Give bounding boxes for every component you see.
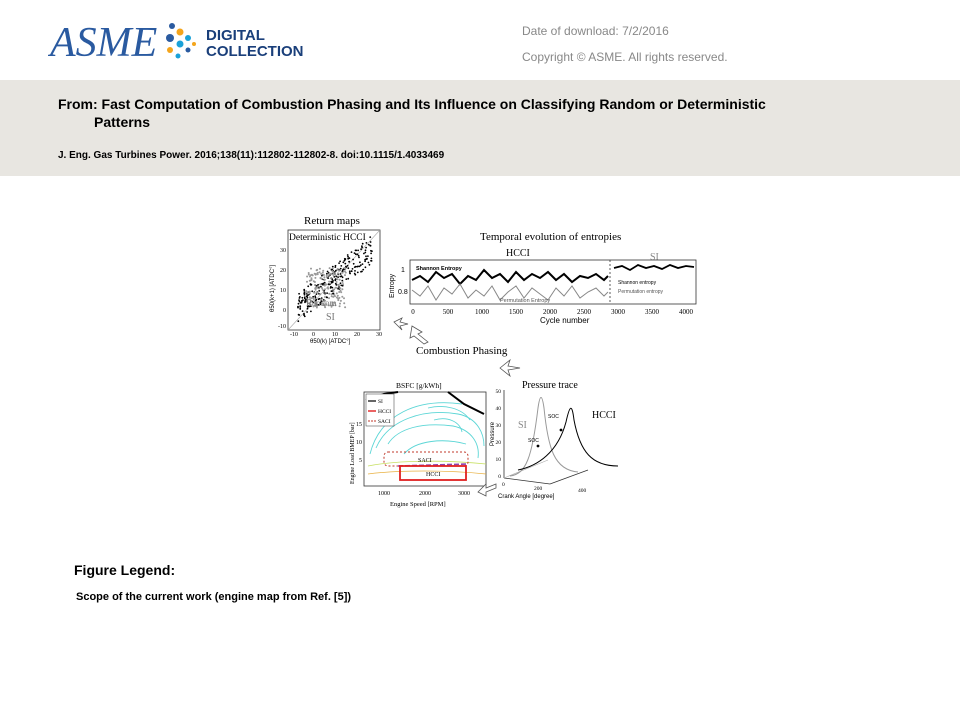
scatter-point xyxy=(354,270,356,272)
engine-map-title: BSFC [g/kWh] xyxy=(396,381,442,390)
copyright-text: Copyright © ASME. All rights reserved. xyxy=(522,50,728,64)
scatter-point-si xyxy=(327,287,329,289)
scatter-point xyxy=(307,294,309,296)
ent-xtick: 4000 xyxy=(679,308,693,316)
scatter-point xyxy=(347,256,349,258)
scatter-point xyxy=(352,259,354,261)
scatter-point-si xyxy=(314,284,316,286)
scatter-point xyxy=(303,292,305,294)
scatter-point-si xyxy=(317,292,319,294)
scatter-point xyxy=(301,297,303,299)
scatter-point xyxy=(340,265,342,267)
scatter-point xyxy=(299,305,301,307)
rm-xtick: -10 xyxy=(290,332,298,338)
arrow-icon xyxy=(410,326,428,344)
scatter-point-si xyxy=(337,272,339,274)
scatter-point xyxy=(355,250,357,252)
scatter-point xyxy=(340,273,342,275)
scatter-point-si xyxy=(328,293,330,295)
label-soc-hcci: SOC xyxy=(548,414,559,420)
scatter-point-si xyxy=(345,268,347,270)
download-info xyxy=(522,18,728,70)
page-header xyxy=(0,0,960,80)
return-maps-xticks xyxy=(290,332,382,338)
scatter-point xyxy=(326,273,328,275)
scatter-point-si xyxy=(340,291,342,293)
scatter-point xyxy=(362,243,364,245)
pr-ytick: 40 xyxy=(495,406,501,412)
scatter-point-si xyxy=(325,283,327,285)
scatter-point-si xyxy=(339,279,341,281)
scatter-point xyxy=(351,270,353,272)
scatter-point xyxy=(368,262,370,264)
scatter-point xyxy=(298,293,300,295)
scatter-point xyxy=(344,258,346,260)
scatter-point-si xyxy=(333,291,335,293)
pr-ytick: 50 xyxy=(495,389,501,395)
scatter-point xyxy=(369,264,371,266)
scatter-point-si xyxy=(333,272,335,274)
engine-map-yaxis: Engine Load BMEP [bar] xyxy=(350,422,356,484)
scatter-point xyxy=(340,282,342,284)
figure-image xyxy=(248,208,708,518)
em-xtick: 1000 xyxy=(378,491,390,497)
ent-xtick: 1000 xyxy=(475,308,489,316)
scatter-point xyxy=(303,313,305,315)
pressure-title: Pressure trace xyxy=(522,380,578,391)
scatter-point xyxy=(364,259,366,261)
scatter-point xyxy=(299,307,301,309)
scatter-point xyxy=(347,267,349,269)
scatter-point xyxy=(328,283,330,285)
scatter-point xyxy=(301,300,303,302)
scatter-point xyxy=(342,261,344,263)
scatter-point-si xyxy=(310,274,312,276)
scatter-point xyxy=(310,311,312,313)
scatter-point xyxy=(365,266,367,268)
rm-ytick: 0 xyxy=(283,308,286,314)
scatter-point xyxy=(339,261,341,263)
scatter-point-si xyxy=(338,284,340,286)
si-shannon-line xyxy=(614,265,694,270)
pr-ytick: 10 xyxy=(495,457,501,463)
scatter-point xyxy=(361,245,363,247)
scatter-point-si xyxy=(338,270,340,272)
label-si-pressure: SI xyxy=(518,420,527,431)
return-maps-xaxis: θ50(k) [ATDC°] xyxy=(310,339,351,345)
scatter-point-si xyxy=(341,296,343,298)
scatter-point xyxy=(331,282,333,284)
label-soc-si: SOC xyxy=(528,438,539,444)
scatter-point xyxy=(369,245,371,247)
scatter-point xyxy=(357,253,359,255)
scatter-point xyxy=(367,255,369,257)
engine-map-panel xyxy=(350,381,496,508)
scatter-point xyxy=(314,295,316,297)
scatter-point xyxy=(345,278,347,280)
ent-xtick: 3500 xyxy=(645,308,659,316)
scatter-point xyxy=(365,247,367,249)
scatter-point-si xyxy=(324,293,326,295)
scatter-point-si xyxy=(343,302,345,304)
pressure-xticks xyxy=(502,482,587,494)
scatter-point-si xyxy=(336,281,338,283)
scatter-point-si xyxy=(337,298,339,300)
scatter-point-si xyxy=(333,274,335,276)
ent-xtick: 1500 xyxy=(509,308,523,316)
scatter-point-si xyxy=(328,274,330,276)
entropies-xaxis: Cycle number xyxy=(540,316,590,325)
scatter-point xyxy=(352,268,354,270)
scatter-point-si xyxy=(318,287,320,289)
scatter-point-si xyxy=(332,267,334,269)
scatter-point xyxy=(347,265,349,267)
pressure-yaxis: Pressure xyxy=(490,421,496,446)
scatter-point-si xyxy=(315,273,317,275)
scatter-point xyxy=(307,285,309,287)
scatter-point xyxy=(359,266,361,268)
entropies-yaxis: Entropy xyxy=(389,273,396,298)
scatter-point xyxy=(326,292,328,294)
legend-saci: SACI xyxy=(378,419,391,425)
scatter-point-si xyxy=(338,291,340,293)
engine-map-xticks xyxy=(378,491,470,497)
rm-xtick: 0 xyxy=(312,332,315,338)
scatter-point xyxy=(344,263,346,265)
scatter-point xyxy=(362,269,364,271)
rm-xtick: 30 xyxy=(376,332,382,338)
scatter-point xyxy=(307,308,309,310)
scatter-point-si xyxy=(335,287,337,289)
ent-xtick: 500 xyxy=(442,308,454,316)
rm-ytick: 30 xyxy=(280,248,286,254)
scatter-point xyxy=(311,290,313,292)
legend-shannon: Shannon Entropy xyxy=(416,266,462,272)
asme-logo xyxy=(48,10,328,70)
scatter-point xyxy=(359,261,361,263)
scatter-point-si xyxy=(330,277,332,279)
entropies-ytick-1: 1 xyxy=(401,267,405,274)
article-title-line1: From: Fast Computation of Combustion Phasing and Its Influence on Classifying Random or Deterministic xyxy=(58,96,766,112)
pr-ytick: 20 xyxy=(495,440,501,446)
scatter-point-si xyxy=(317,273,319,275)
scatter-point-si xyxy=(306,281,308,283)
scatter-point-si xyxy=(319,271,321,273)
scatter-point-si xyxy=(342,283,344,285)
scatter-point xyxy=(318,290,320,292)
em-xtick: 2000 xyxy=(419,491,431,497)
scatter-point-si xyxy=(336,292,338,294)
scatter-point xyxy=(366,258,368,260)
scatter-point xyxy=(349,272,351,274)
scatter-point-si xyxy=(342,272,344,274)
scatter-point-si xyxy=(339,305,341,307)
engine-map-yticks xyxy=(356,422,362,464)
return-maps-yticks xyxy=(278,248,286,330)
scatter-point xyxy=(335,278,337,280)
scatter-point xyxy=(356,266,358,268)
scatter-point-si xyxy=(326,275,328,277)
article-citation: J. Eng. Gas Turbines Power. 2016;138(11):112802-112802-8. doi:10.1115/1.4033469 xyxy=(58,150,445,161)
scatter-point-si xyxy=(323,276,325,278)
scatter-point-si xyxy=(331,270,333,272)
pressure-xaxis: Crank Angle [degree] xyxy=(498,494,555,500)
scatter-point xyxy=(340,285,342,287)
ent-xtick: 3000 xyxy=(611,308,625,316)
scatter-point-si xyxy=(328,281,330,283)
scatter-point-si xyxy=(330,273,332,275)
scatter-point-si xyxy=(343,297,345,299)
ent-xtick: 2000 xyxy=(543,308,557,316)
scatter-point xyxy=(369,236,371,238)
scatter-point-si xyxy=(337,268,339,270)
scatter-point xyxy=(332,280,334,282)
scatter-point-si xyxy=(314,287,316,289)
return-map-scatter xyxy=(297,236,373,322)
scatter-point-si xyxy=(332,289,334,291)
scatter-point-si xyxy=(319,283,321,285)
legend-permutation-si: Permutation entropy xyxy=(618,289,664,295)
scatter-point-si xyxy=(314,277,316,279)
scatter-point xyxy=(297,320,299,322)
scatter-point-si xyxy=(344,274,346,276)
scatter-point-si xyxy=(320,277,322,279)
scatter-point-si xyxy=(344,306,346,308)
scatter-point-si xyxy=(311,277,313,279)
arrow-icon xyxy=(394,318,408,330)
scatter-point xyxy=(371,260,373,262)
rm-ytick: -10 xyxy=(278,324,286,330)
scatter-point-si xyxy=(313,280,315,282)
scatter-point-si xyxy=(339,303,341,305)
logo-collection: COLLECTION xyxy=(206,43,304,60)
scatter-point xyxy=(328,272,330,274)
scatter-point xyxy=(357,272,359,274)
label-si-returnmap: SI xyxy=(326,312,335,323)
asme-wordmark: ASME xyxy=(50,20,158,66)
article-title xyxy=(58,95,908,131)
article-title-line2: Patterns xyxy=(94,114,151,130)
scatter-point-si xyxy=(331,293,333,295)
scatter-point xyxy=(370,253,372,255)
pressure-curve-si xyxy=(510,398,578,477)
scatter-point xyxy=(347,278,349,280)
label-random: Random xyxy=(306,298,337,308)
entropies-panel xyxy=(389,231,696,325)
scatter-point-si xyxy=(340,300,342,302)
scatter-point-si xyxy=(322,289,324,291)
scatter-point-si xyxy=(313,292,315,294)
arrow-icon xyxy=(500,360,520,376)
scatter-point xyxy=(360,248,362,250)
scatter-point xyxy=(351,251,353,253)
rm-ytick: 20 xyxy=(280,268,286,274)
scatter-point xyxy=(362,263,364,265)
scatter-point xyxy=(304,316,306,318)
combustion-phasing-group xyxy=(394,318,520,376)
scatter-point xyxy=(297,306,299,308)
scatter-point xyxy=(348,261,350,263)
scatter-point-si xyxy=(319,268,321,270)
legend-permutation: Permutation Entropy xyxy=(500,298,551,304)
scatter-point-si xyxy=(312,274,314,276)
scatter-point xyxy=(349,257,351,259)
dot-cluster-icon xyxy=(166,23,196,59)
scatter-point xyxy=(354,266,356,268)
scatter-point xyxy=(344,260,346,262)
scatter-point xyxy=(358,257,360,259)
return-maps-title: Return maps xyxy=(304,215,360,227)
scatter-point xyxy=(298,299,300,301)
scatter-point xyxy=(335,275,337,277)
scatter-point-si xyxy=(333,294,335,296)
engine-map-xaxis: Engine Speed [RPM] xyxy=(390,501,446,508)
em-xtick: 3000 xyxy=(458,491,470,497)
pr-ytick: 30 xyxy=(495,423,501,429)
scatter-point-si xyxy=(319,293,321,295)
scatter-point xyxy=(371,258,373,260)
figure-legend-title: Figure Legend: xyxy=(74,562,176,578)
label-hcci-map: HCCI xyxy=(426,472,441,478)
scatter-point-si xyxy=(341,288,343,290)
legend-si: SI xyxy=(378,399,383,405)
scatter-point-si xyxy=(306,276,308,278)
scatter-point-si xyxy=(339,287,341,289)
rm-ytick: 10 xyxy=(280,288,286,294)
legend-shannon-si: Shannon entropy xyxy=(618,280,657,286)
legend-hcci: HCCI xyxy=(378,409,392,415)
label-hcci-pressure: HCCI xyxy=(592,410,616,421)
scatter-point-si xyxy=(305,290,307,292)
pr-xtick: 400 xyxy=(578,488,587,494)
scatter-point xyxy=(299,297,301,299)
scatter-point xyxy=(357,250,359,252)
scatter-point xyxy=(303,290,305,292)
download-date: 7/2/2016 xyxy=(622,24,669,38)
scatter-point-si xyxy=(336,278,338,280)
scatter-point xyxy=(347,254,349,256)
scatter-point xyxy=(349,270,351,272)
ent-xtick: 2500 xyxy=(577,308,591,316)
scatter-point-si xyxy=(308,272,310,274)
pressure-trace-panel xyxy=(490,380,618,500)
scatter-point-si xyxy=(322,270,324,272)
scatter-point xyxy=(304,294,306,296)
scatter-point-si xyxy=(323,274,325,276)
scatter-point xyxy=(334,266,336,268)
scatter-point xyxy=(333,276,335,278)
scatter-point xyxy=(353,263,355,265)
scatter-point-si xyxy=(309,280,311,282)
label-si-entropy: SI xyxy=(650,252,659,263)
scatter-point-si xyxy=(342,281,344,283)
scatter-point xyxy=(363,253,365,255)
scatter-point-si xyxy=(337,295,339,297)
pr-ytick: 0 xyxy=(498,474,501,480)
entropies-title: Temporal evolution of entropies xyxy=(480,231,622,243)
scatter-point xyxy=(355,253,357,255)
em-ytick: 5 xyxy=(359,458,362,464)
ent-xtick: 0 xyxy=(411,308,415,316)
rm-xtick: 10 xyxy=(332,332,338,338)
scatter-point xyxy=(327,271,329,273)
entropies-ytick-08: 0.8 xyxy=(398,289,408,296)
scatter-point-si xyxy=(324,288,326,290)
scatter-point xyxy=(341,275,343,277)
scatter-point-si xyxy=(344,270,346,272)
scatter-point-si xyxy=(324,279,326,281)
scatter-point-si xyxy=(310,268,312,270)
return-maps-yaxis: θ50(k+1) [ATDC°] xyxy=(270,264,276,312)
scatter-point xyxy=(365,249,367,251)
scatter-point xyxy=(337,276,339,278)
label-deterministic-hcci: Deterministic HCCI xyxy=(289,233,366,243)
scatter-point-si xyxy=(329,267,331,269)
scatter-point-si xyxy=(322,272,324,274)
scatter-point xyxy=(298,314,300,316)
logo-digital: DIGITAL xyxy=(206,27,265,44)
scatter-point-si xyxy=(316,269,318,271)
pressure-yticks xyxy=(496,389,502,480)
label-hcci-entropy: HCCI xyxy=(506,248,530,259)
figure-legend-text: Scope of the current work (engine map from Ref. [5]) xyxy=(76,591,352,603)
scatter-point xyxy=(298,303,300,305)
scatter-point xyxy=(306,311,308,313)
scatter-point-si xyxy=(320,273,322,275)
scatter-point xyxy=(358,255,360,257)
label-saci: SACI xyxy=(418,458,432,464)
scatter-point xyxy=(370,241,372,243)
scatter-point xyxy=(321,283,323,285)
rm-xtick: 20 xyxy=(354,332,360,338)
scatter-point xyxy=(340,268,342,270)
combustion-phasing-label: Combustion Phasing xyxy=(416,345,508,357)
scatter-point xyxy=(354,273,356,275)
scatter-point xyxy=(302,310,304,312)
scatter-point-si xyxy=(309,292,311,294)
pr-xtick: 200 xyxy=(534,486,543,492)
download-label: Date of download: xyxy=(522,24,619,38)
scatter-point xyxy=(364,260,366,262)
return-maps-panel xyxy=(270,215,382,345)
shannon-entropy-line xyxy=(412,270,608,284)
pr-xtick: 0 xyxy=(502,482,505,488)
scatter-point xyxy=(360,271,362,273)
em-ytick: 15 xyxy=(356,422,362,428)
scatter-point xyxy=(365,255,367,257)
scatter-point xyxy=(338,262,340,264)
scatter-point xyxy=(370,250,372,252)
scatter-point xyxy=(310,283,312,285)
entropies-xticks xyxy=(411,308,693,316)
em-ytick: 10 xyxy=(356,440,362,446)
scatter-point xyxy=(330,287,332,289)
